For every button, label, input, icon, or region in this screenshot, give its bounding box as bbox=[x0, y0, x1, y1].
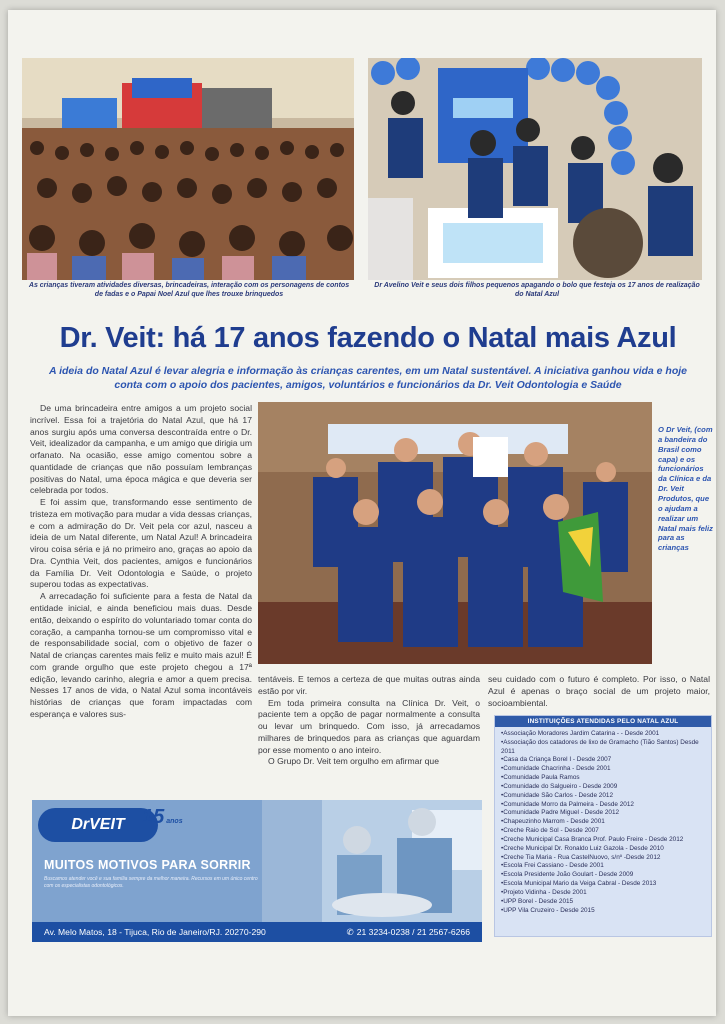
list-item: • Escola Presidente João Goulart - Desde 2009 bbox=[501, 871, 705, 880]
article-lead: A ideia do Natal Azul é levar alegria e informação às crianças carentes, em um Natal sustentável. A iniciativa ganhou vida e hoje conta com o apoio dos pacientes, amigos, voluntários e funcionários da Dr. Veit Odontologia e Saúde bbox=[48, 365, 687, 392]
list-item: • Comunidade Paula Ramos bbox=[501, 774, 705, 783]
paragraph: O Grupo Dr. Veit tem orgulho em afirmar que bbox=[268, 756, 439, 767]
list-item: • Comunidade Chacrinha - Desde 2001 bbox=[501, 765, 705, 774]
caption-top-right: Dr Avelino Veit e seus dois filhos pequenos apagando o bolo que festeja os 17 anos de realização do Natal Azul bbox=[374, 282, 700, 298]
list-item: • Chapeuzinho Marrom - Desde 2001 bbox=[501, 818, 705, 827]
paragraph: A arrecadação foi suficiente para a festa de Natal da entidade inicial, e ainda beneficiou mais duas. Desde então, deixando o espírito do voluntariado tomar conta do coração, a campanha tornou-se um compromisso vital e de responsabilidade social, com o objetivo de fazer o Natal de crianças carentes mais feliz e muito mais azul! É com grande orgulho que este projeto chegou a 17ª edição, levando carinho, alegria e amor a quem precisa. Nesses 17 anos de vida, o Natal Azul soma incontáveis histórias de crianças que foram impactadas com esperança e valores sus- bbox=[30, 591, 252, 719]
phone-icon: ✆ bbox=[346, 926, 354, 937]
ad-clinic-photo bbox=[262, 800, 482, 922]
institutions-box bbox=[494, 715, 712, 937]
list-item: • Comunidade São Carlos - Desde 2012 bbox=[501, 792, 705, 801]
caption-top-left: As crianças tiveram atividades diversas, brincadeiras, interação com os personagens de contos de fadas e o Papai Noel Azul que lhes trouxe brinquedos bbox=[28, 282, 350, 298]
ad-tagline: Buscamos atender você e sua família sempre da melhor maneira. Recursos em um único centro com os especialistas odontológicos. bbox=[44, 876, 258, 889]
institutions-list bbox=[495, 727, 711, 918]
paragraph: E foi assim que, transformando esse sentimento de tristeza em motivação para mudar a vida dessas crianças, e com a admiração do Dr. Veit pela cor azul, nasceu a ideia de um Natal diferente, um Natal Azul! A brincadeira virou coisa séria e já no primeiro ano, graças ao apoio da Dra. Cynthia Veit, dos pacientes, amigos e funcionários da Família Dr. Veit Odontologia e Saúde, o projeto superou todas as expectativas. bbox=[30, 497, 252, 590]
ad-footer bbox=[32, 922, 482, 942]
article-column-2 bbox=[258, 674, 480, 768]
list-item: • Escola Frei Cassiano - Desde 2001 bbox=[501, 862, 705, 871]
paragraph: Em toda primeira consulta na Clínica Dr. Veit, o paciente tem a opção de pagar normalmente a consulta ou levar um brinquedo. Com isso, já arrecadamos milhares de brinquedos para as crianças que aguardam por esse momento o ano inteiro. bbox=[258, 697, 480, 755]
ad-phones: 21 3234-0238 / 21 2567-6266 bbox=[356, 927, 470, 937]
article-column-1 bbox=[30, 403, 252, 721]
photo-team-group bbox=[258, 402, 652, 664]
paragraph: seu cuidado com o futuro é completo. Por isso, o Natal Azul é apenas o braço social de um projeto maior, socioambiental. bbox=[488, 674, 710, 708]
institutions-title: INSTITUIÇÕES ATENDIDAS PELO NATAL AZUL bbox=[495, 716, 711, 727]
ad-slogan: MUITOS MOTIVOS PARA SORRIR bbox=[44, 858, 251, 872]
list-item: • Projeto Vidinha - Desde 2001 bbox=[501, 889, 705, 898]
list-item: • Comunidade Morro da Palmeira - Desde 2012 bbox=[501, 801, 705, 810]
ad-address: Av. Melo Matos, 18 - Tijuca, Rio de Janeiro/RJ. 20270-290 bbox=[44, 927, 266, 937]
article-column-3 bbox=[488, 674, 710, 709]
list-item: • Casa da Criança Borel I - Desde 2007 bbox=[501, 756, 705, 765]
ad-years-number: 15 bbox=[142, 806, 165, 828]
list-item: • Creche Municipal Casa Branca Prof. Paulo Freire - Desde 2012 bbox=[501, 836, 705, 845]
list-item: • Comunidade do Salgueiro - Desde 2009 bbox=[501, 783, 705, 792]
paragraph: De uma brincadeira entre amigos a um projeto social incrível. Essa foi a trajetória do Natal Azul, que há 17 anos surgiu após uma conversa descontraída entre o Dr. Veit, idealizador da campanha, e um amigo que dirigia um orfanato. Na ocasião, esse amigo comentou sobre a quantidade de crianças que não possuíam lembranças positivas do Natal, uma época mágica e que deveria ser celebrada por todos. bbox=[30, 403, 252, 496]
list-item: • Associação Moradores Jardim Catarina - - Desde 2001 bbox=[501, 730, 705, 739]
list-item: • Creche Tia Maria - Rua CastelNuovo, s/nº -Desde 2012 bbox=[501, 854, 705, 863]
list-item: • Creche Municipal Dr. Ronaldo Luiz Gazola - Desde 2010 bbox=[501, 845, 705, 854]
list-item: • Comunidade Padre Miguel - Desde 2012 bbox=[501, 809, 705, 818]
list-item: • UPP Borel - Desde 2015 bbox=[501, 898, 705, 907]
ad-anniversary bbox=[142, 806, 183, 829]
caption-side: O Dr Veit, (com a bandeira do Brasil como capa) e os funcionários da Clínica e da Dr. Veit Produtos, que o ajudam a realizar um Natal mais feliz para as crianças bbox=[658, 425, 713, 553]
brand-logo: DrVEIT bbox=[38, 808, 158, 842]
ad-years-label: anos bbox=[166, 818, 183, 825]
paragraph: tentáveis. E temos a certeza de que muitas outras ainda estão por vir. bbox=[258, 674, 480, 696]
photo-cake-celebration bbox=[368, 58, 702, 280]
list-item: • UPP Vila Cruzeiro - Desde 2015 bbox=[501, 907, 705, 916]
photo-children-crowd bbox=[22, 58, 354, 280]
article-headline: Dr. Veit: há 17 anos fazendo o Natal mais Azul bbox=[59, 322, 677, 354]
ad-phone-block bbox=[347, 927, 470, 938]
list-item: • Escola Municipal Mario da Veiga Cabral - Desde 2013 bbox=[501, 880, 705, 889]
list-item: • Associação dos catadores de lixo de Gramacho (Tião Santos) Desde 2011 bbox=[501, 739, 705, 757]
list-item: • Creche Raio de Sol - Desde 2007 bbox=[501, 827, 705, 836]
advertisement-banner bbox=[32, 800, 482, 942]
newspaper-page bbox=[8, 10, 716, 1016]
